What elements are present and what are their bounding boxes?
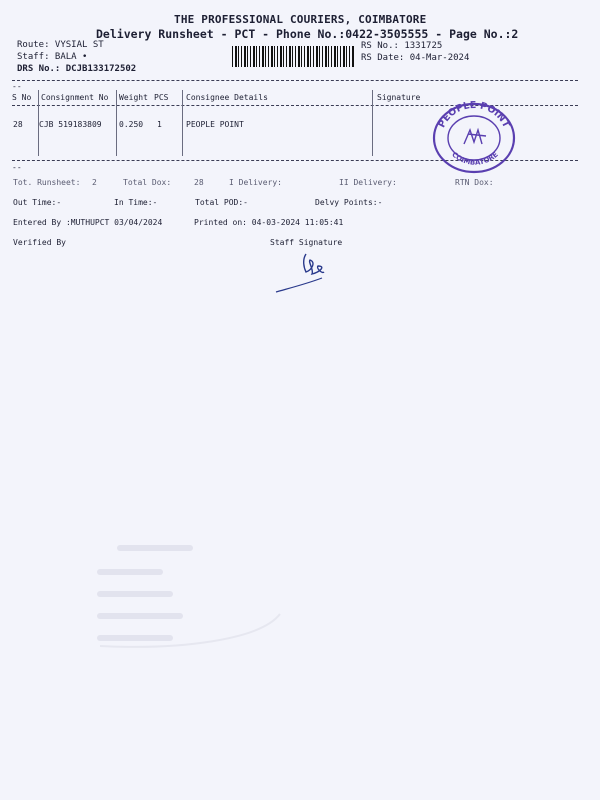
entered-by: Entered By :MUTHUPCT 03/04/2024 [13, 218, 163, 227]
total-dox-label: Total Dox: [123, 178, 172, 187]
rtn-dox-label: RTN Dox: [455, 178, 494, 187]
staff-signature-scribble [272, 248, 332, 296]
out-time: Out Time:- [13, 198, 62, 207]
in-time: In Time:- [114, 198, 158, 207]
col-header-consignee: Consignee Details [186, 93, 268, 102]
cell-weight: 0.250 [119, 120, 144, 129]
col-header-consignment: Consignment No [41, 93, 109, 102]
printed-on: Printed on: 04-03-2024 11:05:41 [194, 218, 344, 227]
table-end-mark: -- [12, 163, 22, 172]
tot-runsheet-value: 2 [92, 178, 97, 187]
drs-number: DRS No.: DCJB133172502 [17, 64, 137, 74]
reverse-side-show-through [60, 520, 320, 660]
staff-label: Staff: BALA • [17, 52, 88, 62]
total-dox-value: 28 [194, 178, 204, 187]
rs-date: RS Date: 04-Mar-2024 [361, 53, 470, 63]
company-title: THE PROFESSIONAL COURIERS, COIMBATORE [174, 13, 427, 26]
stamp-top-text: PEOPLE POINT [436, 100, 512, 130]
runsheet-subtitle: Delivery Runsheet - PCT - Phone No.:0422-3505555 - Page No.:2 [96, 27, 519, 41]
table-prefix-mark: -- [12, 82, 22, 91]
tot-runsheet-label: Tot. Runsheet: [13, 178, 81, 187]
stamp-bottom-text: COIMBATORE [450, 150, 500, 167]
stamp-center-signature [464, 130, 486, 144]
staff-signature-label: Staff Signature [270, 238, 343, 247]
rs-number: RS No.: 1331725 [361, 41, 443, 51]
cell-consignment: CJB 519183809 [39, 120, 102, 129]
separator-line [12, 80, 578, 81]
col-header-signature: Signature [377, 93, 421, 102]
col-header-sno: S No [12, 93, 32, 102]
col-header-weight: Weight [119, 93, 148, 102]
route-label: Route: VYSIAL ST [17, 40, 104, 50]
ii-delivery-label: II Delivery: [339, 178, 397, 187]
verified-by: Verified By [13, 238, 66, 247]
total-pod: Total POD:- [195, 198, 248, 207]
cell-pcs: 1 [157, 120, 162, 129]
company-stamp [428, 100, 520, 174]
barcode [232, 46, 354, 67]
cell-sno: 28 [13, 120, 23, 129]
column-divider [372, 90, 373, 156]
cell-consignee: PEOPLE POINT [186, 120, 244, 129]
column-divider [182, 90, 183, 156]
col-header-pcs: PCS [154, 93, 169, 102]
column-divider [116, 90, 117, 156]
delivery-points: Delvy Points:- [315, 198, 383, 207]
i-delivery-label: I Delivery: [229, 178, 282, 187]
